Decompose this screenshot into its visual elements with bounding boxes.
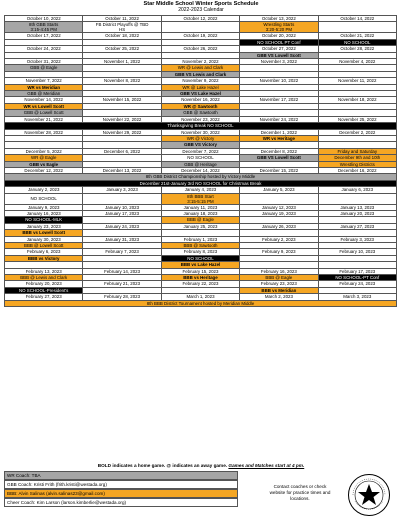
schedule-cell: 8th BBB Start 3:15-5:15 PM	[161, 193, 239, 204]
schedule-cell: January 27, 2023	[318, 223, 396, 229]
schedule-cell: November 7, 2022	[5, 78, 83, 84]
schedule-cell: December 9th and 10th	[318, 155, 396, 161]
schedule-cell: November 2, 2022	[161, 59, 239, 65]
schedule-cell: January 24, 2023	[83, 223, 161, 229]
schedule-cell: December 16, 2022	[318, 167, 396, 173]
schedule-banner: 8th GBB District Championship hosted by Victory Middle	[5, 174, 397, 180]
schedule-cell: WR vs Meridian	[5, 84, 83, 90]
schedule-cell: November 10, 2022	[240, 78, 318, 84]
schedule-cell: October 10, 2022	[5, 16, 83, 22]
legend-text: BOLD indicates a home game. @ indicates an away game.	[97, 463, 229, 468]
schedule-cell: January 3, 2023	[83, 187, 161, 193]
schedule-cell: November 9, 2022	[161, 78, 239, 84]
schedule-cell: October 13, 2022	[240, 16, 318, 22]
schedule-cell: February 21, 2023	[83, 281, 161, 287]
schedule-cell: November 8, 2022	[83, 78, 161, 84]
schedule-cell: October 26, 2022	[161, 46, 239, 52]
schedule-cell: 8th GBB Starts 3:15-4:45 PM	[5, 22, 83, 33]
schedule-cell: February 17, 2023	[318, 268, 396, 274]
schedule-cell: February 6, 2023	[5, 249, 83, 255]
schedule-cell: Friday and Saturday	[318, 148, 396, 154]
schedule-cell	[240, 193, 318, 204]
schedule-cell: November 18, 2022	[318, 97, 396, 103]
schedule-row	[5, 193, 397, 204]
schedule-row	[5, 300, 397, 306]
schedule-cell: February 27, 2023	[5, 294, 83, 300]
schedule-cell: February 8, 2023	[161, 249, 239, 255]
schedule-cell: December 13, 2022	[83, 167, 161, 173]
schedule-cell: October 18, 2022	[83, 33, 161, 39]
schedule-cell: October 19, 2022	[161, 33, 239, 39]
schedule-cell: BBB vs Lowell Scott	[5, 230, 83, 236]
schedule-cell: November 22, 2022	[83, 116, 161, 122]
schedule-cell: NO SCHOOL	[5, 193, 83, 204]
schedule-cell: November 25, 2022	[318, 116, 396, 122]
schedule-cell: February 7, 2023	[83, 249, 161, 255]
schedule-cell: GBB @ Sawtooth	[161, 110, 239, 116]
schedule-cell: February 15, 2023	[161, 268, 239, 274]
schedule-cell: GBB @ Eagle	[5, 65, 83, 71]
wr-coach: WR Coach: TBA	[4, 471, 238, 480]
page-subtitle: 2022-2023 Calendar	[178, 7, 224, 13]
schedule-cell: October 14, 2022	[318, 16, 396, 22]
schedule-cell: January 6, 2023	[318, 187, 396, 193]
schedule-cell: March 3, 2023	[318, 294, 396, 300]
schedule-cell: December 5, 2022	[5, 148, 83, 154]
schedule-cell: NO SCHOOL-MLK	[5, 217, 83, 223]
schedule-row	[5, 22, 397, 33]
schedule-cell: October 12, 2022	[161, 16, 239, 22]
schedule-cell: GBB @ Lowell Scott	[5, 110, 83, 116]
schedule-cell	[318, 22, 396, 33]
schedule-cell: GBB @ Heritage	[161, 161, 239, 167]
schedule-cell: February 3, 2023	[318, 236, 396, 242]
schedule-cell: NO SCHOOL-President's	[5, 287, 83, 293]
schedule-cell: March 1, 2023	[161, 294, 239, 300]
schedule-cell: GBB VS Lowell Scott	[240, 52, 318, 58]
schedule-banner: Thanksgiving Break NO SCHOOL	[5, 123, 397, 129]
page-title: Star Middle School Winter Sports Schedule	[143, 1, 259, 7]
schedule-cell: October 11, 2022	[83, 16, 161, 22]
schedule-banner: December 21st-January 3rd NO SCHOOL for Christmas Break	[5, 180, 397, 186]
schedule-cell: December 12, 2022	[5, 167, 83, 173]
schedule-cell: October 25, 2022	[83, 46, 161, 52]
schedule-cell: November 21, 2022	[5, 116, 83, 122]
schedule-cell: January 23, 2023	[5, 223, 83, 229]
schedule-cell: FB District Playoffs @ TBD HS	[83, 22, 161, 33]
schedule-cell: WR @ Lewis and Clark	[161, 65, 239, 71]
schedule-cell: October 28, 2022	[318, 46, 396, 52]
schedule-cell: January 11, 2023	[161, 204, 239, 210]
start-time-note: Games and Matches start at 4 pm.	[228, 463, 305, 468]
schedule-cell: January 16, 2023	[5, 210, 83, 216]
schedule-cell: October 21, 2022	[318, 33, 396, 39]
schedule-cell: BBB @ Lewis and Clark	[5, 275, 83, 281]
schedule-cell: December 8, 2022	[240, 148, 318, 154]
schedule-cell: GBB @ Meridian	[5, 91, 83, 97]
schedule-cell: Wrestling Starts 3:20-5:20 PM	[240, 22, 318, 33]
schedule-cell: NO SCHOOL	[161, 155, 239, 161]
schedule-cell: GBB VS Lewis and Clark	[161, 71, 239, 77]
schedule-cell: February 20, 2023	[5, 281, 83, 287]
schedule-cell: February 13, 2023	[5, 268, 83, 274]
schedule-cell: January 10, 2023	[83, 204, 161, 210]
schedule-cell: November 24, 2022	[240, 116, 318, 122]
schedule-cell	[161, 22, 239, 33]
schedule-cell: NO SCHOOL	[161, 255, 239, 261]
schedule-cell: January 19, 2023	[240, 210, 318, 216]
schedule-cell: October 20, 2022	[240, 33, 318, 39]
gbb-coach: GBB Coach: Kristi Frith (frith.kristi@westada.org)	[4, 480, 238, 489]
schedule-cell: January 4, 2023	[161, 187, 239, 193]
schedule-cell: February 10, 2023	[318, 249, 396, 255]
schedule-cell: February 28, 2023	[83, 294, 161, 300]
schedule-cell: October 17, 2022	[5, 33, 83, 39]
schedule-cell: NO SCHOOL PT Conf	[240, 39, 318, 45]
schedule-cell: January 13, 2023	[318, 204, 396, 210]
schedule-cell: GBB VS Lowell Scott	[240, 155, 318, 161]
schedule-cell: December 1, 2022	[240, 129, 318, 135]
schedule-cell: November 29, 2022	[83, 129, 161, 135]
schedule-cell: November 16, 2022	[161, 97, 239, 103]
schedule-cell: January 2, 2023	[5, 187, 83, 193]
schedule-row	[5, 275, 397, 281]
schedule-cell: December 15, 2022	[240, 167, 318, 173]
schedule-cell: February 9, 2023	[240, 249, 318, 255]
schedule-cell: January 20, 2023	[318, 210, 396, 216]
contact-note: Contact coaches or check website for practice times and locations.	[269, 484, 331, 502]
cheer-coach: Cheer Coach: Kim Larson (larson.kimberlie@westada.org)	[4, 498, 238, 507]
school-seal-logo	[347, 473, 391, 517]
schedule-cell: November 11, 2022	[318, 78, 396, 84]
schedule-cell: WR vs Lowell Scott	[5, 103, 83, 109]
schedule-cell: NO SCHOOL	[318, 39, 396, 45]
schedule-cell: February 16, 2023	[240, 268, 318, 274]
schedule-cell: WR @ Eagle	[5, 155, 83, 161]
schedule-cell: BBB @ Lowell Scott	[5, 243, 83, 249]
bbb-coach: BBB: Alvin Salinas (alvin.salinas23@gmail.com)	[4, 489, 238, 498]
schedule-cell: February 2, 2023	[240, 236, 318, 242]
schedule-cell: BBB vs Meridian	[240, 287, 318, 293]
schedule-cell: January 26, 2023	[240, 223, 318, 229]
schedule-cell: WR @ Lake Hazel	[161, 84, 239, 90]
schedule-cell: February 1, 2023	[161, 236, 239, 242]
schedule-cell: BBB vs Victory	[5, 255, 83, 261]
schedule-cell: November 1, 2022	[83, 59, 161, 65]
schedule-cell: January 30, 2023	[5, 236, 83, 242]
schedule-cell: October 24, 2022	[5, 46, 83, 52]
schedule-cell: October 27, 2022	[240, 46, 318, 52]
schedule-cell: November 14, 2022	[5, 97, 83, 103]
schedule-cell	[83, 193, 161, 204]
schedule-cell: December 6, 2022	[83, 148, 161, 154]
schedule-cell: January 9, 2023	[5, 204, 83, 210]
schedule-cell: December 7, 2022	[161, 148, 239, 154]
schedule-cell: January 17, 2023	[83, 210, 161, 216]
schedule-cell: WR @ Sawtooth	[161, 103, 239, 109]
schedule-cell: WR @ Victory	[161, 135, 239, 141]
schedule-cell: GBB VS Victory	[161, 142, 239, 148]
schedule-cell: November 23, 2022	[161, 116, 239, 122]
schedule-cell: February 14, 2023	[83, 268, 161, 274]
schedule-cell: BBB vs Lake Hazel	[161, 262, 239, 268]
schedule-cell: December 14, 2022	[161, 167, 239, 173]
schedule-cell: BBB @ Eagle	[240, 275, 318, 281]
schedule-cell: February 22, 2023	[161, 281, 239, 287]
schedule-cell	[318, 193, 396, 204]
schedule-cell: January 31, 2023	[83, 236, 161, 242]
schedule-cell: NO SCHOOL-PT Conf	[318, 275, 396, 281]
schedule-cell: WR vs Heritage	[240, 135, 318, 141]
schedule-cell: November 15, 2022	[83, 97, 161, 103]
schedule-cell: March 2, 2023	[240, 294, 318, 300]
schedule-cell: January 18, 2023	[161, 210, 239, 216]
legend-note	[0, 463, 402, 469]
schedule-cell: January 12, 2023	[240, 204, 318, 210]
schedule-cell: GBB vs Eagle	[5, 161, 83, 167]
schedule-cell: GBB VS Lake Hazel	[161, 91, 239, 97]
schedule-cell: November 4, 2022	[318, 59, 396, 65]
schedule-cell: BBB @ Sawtooth	[161, 243, 239, 249]
schedule-cell: November 28, 2022	[5, 129, 83, 135]
schedule-cell: January 25, 2023	[161, 223, 239, 229]
schedule-cell: December 2, 2022	[318, 129, 396, 135]
schedule-cell: January 5, 2023	[240, 187, 318, 193]
schedule-cell: November 3, 2022	[240, 59, 318, 65]
schedule-cell: BBB @ Eagle	[161, 217, 239, 223]
schedule-cell: October 31, 2022	[5, 59, 83, 65]
schedule-cell: BBB vs Heritage	[161, 275, 239, 281]
schedule-cell: November 30, 2022	[161, 129, 239, 135]
schedule-cell: February 24, 2023	[318, 281, 396, 287]
schedule-banner: 8th BBB District Tournament hosted by Meridian Middle	[5, 300, 397, 306]
schedule-cell: Wrestling Districts	[318, 161, 396, 167]
schedule-cell: November 17, 2022	[240, 97, 318, 103]
schedule-cell: February 23, 2023	[240, 281, 318, 287]
schedule-table	[4, 15, 397, 307]
